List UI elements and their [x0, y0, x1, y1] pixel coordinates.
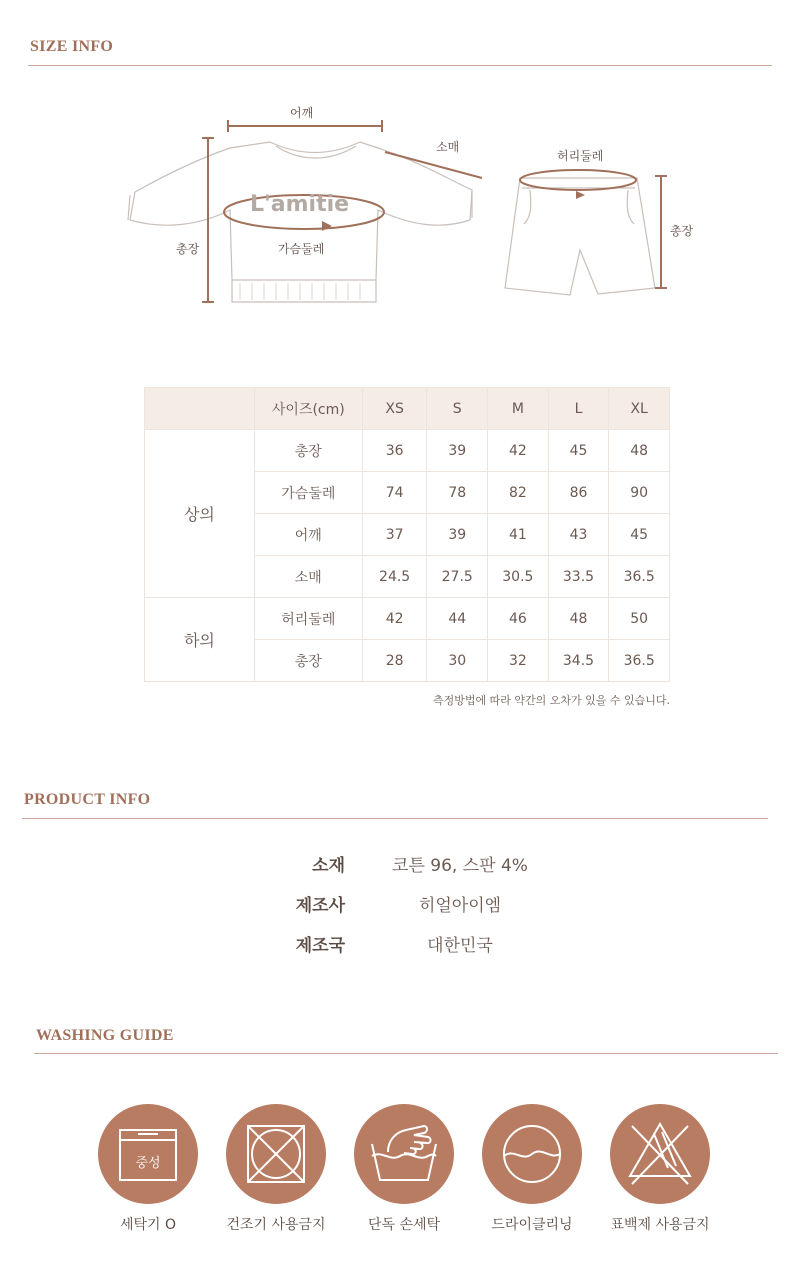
brand-logo: L'amitie [250, 192, 350, 217]
table-cell: 45 [548, 430, 609, 472]
table-cell: 42 [488, 430, 549, 472]
product-value: 코튼 96, 스판 4% [392, 856, 528, 876]
row-item: 총장 [254, 430, 362, 472]
washing-guide-title: WASHING GUIDE [36, 1027, 174, 1044]
table-cell: 37 [362, 514, 427, 556]
row-item: 허리둘레 [254, 598, 362, 640]
table-header-cell: 사이즈(cm) [254, 388, 362, 430]
table-cell: 45 [609, 514, 670, 556]
product-info-divider [22, 818, 768, 819]
table-cell: 43 [548, 514, 609, 556]
washing-machine-icon-text: 중성 [135, 1156, 161, 1171]
table-cell: 44 [427, 598, 488, 640]
washing-guide-divider [34, 1053, 778, 1054]
product-value: 히얼아이엠 [418, 896, 502, 916]
size-diagram [0, 90, 800, 330]
wash-label-dryclean: 드라이클리닝 [491, 1217, 573, 1233]
product-label: 제조국 [295, 936, 345, 956]
table-cell: 90 [609, 472, 670, 514]
table-cell: 39 [427, 514, 488, 556]
garment-illustration [0, 90, 800, 330]
table-row [145, 598, 670, 640]
label-chest: 가슴둘레 [278, 242, 325, 256]
hand-wash-icon [354, 1104, 454, 1204]
table-cell: 50 [609, 598, 670, 640]
table-header-cell: S [427, 388, 488, 430]
table-cell: 41 [488, 514, 549, 556]
table-cell: 33.5 [548, 556, 609, 598]
table-cell: 36.5 [609, 556, 670, 598]
wash-label-dryer: 건조기 사용금지 [226, 1217, 326, 1233]
label-sleeve: 소매 [436, 140, 460, 154]
washing-machine-icon [98, 1104, 198, 1204]
row-item: 어깨 [254, 514, 362, 556]
label-length: 총장 [176, 242, 200, 256]
size-info-title: SIZE INFO [30, 38, 114, 55]
dry-clean-icon [482, 1104, 582, 1204]
table-cell: 30.5 [488, 556, 549, 598]
table-cell: 39 [427, 430, 488, 472]
row-item: 총장 [254, 640, 362, 682]
table-cell: 32 [488, 640, 549, 682]
table-cell: 74 [362, 472, 427, 514]
table-header-cell: L [548, 388, 609, 430]
group-label-top: 상의 [145, 430, 255, 598]
product-label: 소재 [312, 856, 345, 876]
size-info-divider [28, 65, 772, 66]
table-cell: 36 [362, 430, 427, 472]
table-header-cell: M [488, 388, 549, 430]
table-cell: 34.5 [548, 640, 609, 682]
table-header-cell: XL [609, 388, 670, 430]
row-item: 소매 [254, 556, 362, 598]
table-cell: 30 [427, 640, 488, 682]
size-table [144, 387, 670, 682]
table-header-blank [145, 388, 255, 430]
product-value: 대한민국 [427, 936, 493, 956]
product-label: 제조사 [295, 896, 345, 916]
table-cell: 48 [548, 598, 609, 640]
measurement-note: 측정방법에 따라 약간의 오차가 있을 수 있습니다. [433, 694, 670, 707]
table-cell: 42 [362, 598, 427, 640]
row-item: 가슴둘레 [254, 472, 362, 514]
label-waist: 허리둘레 [557, 149, 604, 163]
label-pants-length: 총장 [670, 224, 694, 238]
table-cell: 78 [427, 472, 488, 514]
no-dryer-icon [226, 1104, 326, 1204]
table-cell: 24.5 [362, 556, 427, 598]
table-cell: 36.5 [609, 640, 670, 682]
label-shoulder: 어깨 [290, 106, 314, 120]
table-header-cell: XS [362, 388, 427, 430]
table-cell: 28 [362, 640, 427, 682]
product-info-title: PRODUCT INFO [24, 791, 151, 808]
table-cell: 46 [488, 598, 549, 640]
no-bleach-icon [610, 1104, 710, 1204]
table-row [145, 430, 670, 472]
group-label-bottom: 하의 [145, 598, 255, 682]
table-header-row [145, 388, 670, 430]
wash-label-hand: 단독 손세탁 [367, 1217, 441, 1233]
table-cell: 48 [609, 430, 670, 472]
table-cell: 86 [548, 472, 609, 514]
wash-label-machine: 세탁기 O [119, 1217, 177, 1233]
wash-label-bleach: 표백제 사용금지 [610, 1217, 710, 1233]
table-cell: 82 [488, 472, 549, 514]
table-cell: 27.5 [427, 556, 488, 598]
